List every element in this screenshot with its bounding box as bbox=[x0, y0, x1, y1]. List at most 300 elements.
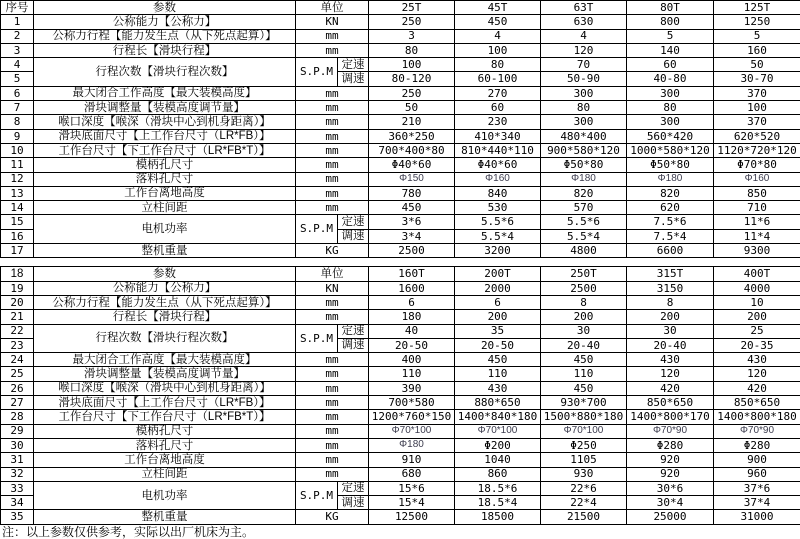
value-cell: Φ70*90 bbox=[714, 424, 800, 438]
value-cell: 1120*720*120 bbox=[714, 143, 800, 157]
value-cell: 20-50 bbox=[455, 338, 541, 352]
header-no-cell: 序号 bbox=[1, 1, 34, 15]
value-cell: 50 bbox=[714, 58, 800, 72]
table-row bbox=[1, 215, 800, 229]
value-cell: 110 bbox=[369, 367, 455, 381]
value-cell: 10 bbox=[714, 295, 800, 309]
value-cell: 250 bbox=[369, 15, 455, 29]
table-row bbox=[1, 324, 800, 338]
value-cell: 8 bbox=[541, 295, 627, 309]
table-row bbox=[1, 310, 800, 324]
header-model-cell: 250T bbox=[541, 267, 627, 281]
value-cell: 1250 bbox=[714, 15, 800, 29]
value-cell: 1000*580*120 bbox=[627, 143, 714, 157]
value-cell: Φ280 bbox=[627, 438, 714, 452]
value-cell: 930*700 bbox=[541, 396, 627, 410]
param-cell: 整机重量 bbox=[34, 510, 296, 524]
param-cell: 喉口深度【喉深（滑块中心到机身距离）】 bbox=[34, 381, 296, 395]
row-number-cell: 23 bbox=[1, 338, 34, 352]
param-cell: 立柱间距 bbox=[34, 201, 296, 215]
value-cell: 7.5*6 bbox=[627, 215, 714, 229]
unit-cell: mm bbox=[296, 367, 369, 381]
value-cell: 40 bbox=[369, 324, 455, 338]
value-cell: 450 bbox=[455, 353, 541, 367]
value-cell: 450 bbox=[541, 381, 627, 395]
footnote: 注：以上参数仅供参考，实际以出厂机床为主。 bbox=[0, 526, 800, 539]
value-cell: Φ50*80 bbox=[627, 158, 714, 172]
unit-cell: mm bbox=[296, 381, 369, 395]
header-model-cell: 45T bbox=[455, 1, 541, 15]
unit-cell: mm bbox=[296, 396, 369, 410]
table-row bbox=[1, 201, 800, 215]
value-cell: 180 bbox=[369, 310, 455, 324]
value-cell: Φ70*80 bbox=[714, 158, 800, 172]
value-cell: 850*650 bbox=[714, 396, 800, 410]
row-number-cell: 6 bbox=[1, 86, 34, 100]
table-row bbox=[1, 438, 800, 452]
unit-cell: mm bbox=[296, 353, 369, 367]
row-number-cell: 34 bbox=[1, 496, 34, 510]
value-cell: 1600 bbox=[369, 281, 455, 295]
table-row bbox=[1, 295, 800, 309]
unit-cell: KG bbox=[296, 244, 369, 258]
value-cell: 2500 bbox=[541, 281, 627, 295]
unit-cell: mm bbox=[296, 186, 369, 200]
value-cell: 6 bbox=[455, 295, 541, 309]
value-cell: 30 bbox=[541, 324, 627, 338]
value-cell: 450 bbox=[455, 15, 541, 29]
value-cell: Φ180 bbox=[627, 172, 714, 186]
spec-table-1 bbox=[0, 0, 800, 258]
value-cell: 25 bbox=[714, 324, 800, 338]
row-number-cell: 27 bbox=[1, 396, 34, 410]
row-number-cell: 11 bbox=[1, 158, 34, 172]
value-cell: 6 bbox=[369, 295, 455, 309]
value-cell: 11*4 bbox=[714, 229, 800, 243]
value-cell: 4 bbox=[541, 29, 627, 43]
value-cell: 810*440*110 bbox=[455, 143, 541, 157]
value-cell: Φ180 bbox=[369, 438, 455, 452]
param-cell: 电机功率 bbox=[34, 215, 296, 244]
value-cell: Φ250 bbox=[541, 438, 627, 452]
value-cell: 450 bbox=[541, 353, 627, 367]
value-cell: 900*580*120 bbox=[541, 143, 627, 157]
value-cell: 40-80 bbox=[627, 72, 714, 86]
value-cell: 230 bbox=[455, 115, 541, 129]
value-cell: 1400*800*180 bbox=[714, 410, 800, 424]
row-number-cell: 35 bbox=[1, 510, 34, 524]
unit-cell: mm bbox=[296, 295, 369, 309]
table-row bbox=[1, 186, 800, 200]
value-cell: 620*520 bbox=[714, 129, 800, 143]
row-number-cell: 3 bbox=[1, 43, 34, 57]
header-model-cell: 25T bbox=[369, 1, 455, 15]
param-cell: 模柄孔尺寸 bbox=[34, 158, 296, 172]
value-cell: Φ280 bbox=[714, 438, 800, 452]
unit-cell: S.P.M bbox=[296, 324, 338, 353]
value-cell: 250 bbox=[369, 86, 455, 100]
value-cell: 8 bbox=[627, 295, 714, 309]
param-cell: 电机功率 bbox=[34, 481, 296, 510]
value-cell: 430 bbox=[627, 353, 714, 367]
param-cell: 行程长【滑块行程】 bbox=[34, 43, 296, 57]
value-cell: 370 bbox=[714, 86, 800, 100]
value-cell: 5 bbox=[714, 29, 800, 43]
value-cell: 3*6 bbox=[369, 215, 455, 229]
table-row bbox=[1, 510, 800, 524]
row-number-cell: 24 bbox=[1, 353, 34, 367]
value-cell: 7.5*4 bbox=[627, 229, 714, 243]
table-row bbox=[1, 453, 800, 467]
row-number-cell: 19 bbox=[1, 281, 34, 295]
row-number-cell: 22 bbox=[1, 324, 34, 338]
row-number-cell: 5 bbox=[1, 72, 34, 86]
value-cell: 570 bbox=[541, 201, 627, 215]
header-model-cell: 200T bbox=[455, 267, 541, 281]
value-cell: 4000 bbox=[714, 281, 800, 295]
unit-cell: KG bbox=[296, 510, 369, 524]
value-cell: 80-120 bbox=[369, 72, 455, 86]
param-cell: 喉口深度【喉深（滑块中心到机身距离）】 bbox=[34, 115, 296, 129]
value-cell: 390 bbox=[369, 381, 455, 395]
value-cell: 530 bbox=[455, 201, 541, 215]
value-cell: 430 bbox=[714, 353, 800, 367]
value-cell: 21500 bbox=[541, 510, 627, 524]
param-cell: 公称能力【公称力】 bbox=[34, 15, 296, 29]
value-cell: 700*400*80 bbox=[369, 143, 455, 157]
value-cell: Φ200 bbox=[455, 438, 541, 452]
value-cell: 1400*840*180 bbox=[455, 410, 541, 424]
value-cell: 20-40 bbox=[541, 338, 627, 352]
table-row bbox=[1, 15, 800, 29]
value-cell: Φ70*90 bbox=[627, 424, 714, 438]
unit-cell: mm bbox=[296, 172, 369, 186]
unit-cell: mm bbox=[296, 438, 369, 452]
param-cell: 最大闭合工作高度【最大装模高度】 bbox=[34, 353, 296, 367]
param-cell: 行程长【滑块行程】 bbox=[34, 310, 296, 324]
row-number-cell: 17 bbox=[1, 244, 34, 258]
value-cell: 30*6 bbox=[627, 481, 714, 495]
row-number-cell: 8 bbox=[1, 115, 34, 129]
table-row bbox=[1, 143, 800, 157]
value-cell: 140 bbox=[627, 43, 714, 57]
value-cell: 680 bbox=[369, 467, 455, 481]
value-cell: 5.5*6 bbox=[455, 215, 541, 229]
value-cell: 920 bbox=[627, 453, 714, 467]
value-cell: 80 bbox=[541, 101, 627, 115]
speed-label-cell: 调速 bbox=[338, 496, 369, 510]
value-cell: 800 bbox=[627, 15, 714, 29]
param-cell: 行程次数【滑块行程次数】 bbox=[34, 324, 296, 353]
value-cell: 11*6 bbox=[714, 215, 800, 229]
value-cell: 1200*760*150 bbox=[369, 410, 455, 424]
row-number-cell: 28 bbox=[1, 410, 34, 424]
value-cell: 60-100 bbox=[455, 72, 541, 86]
param-cell: 滑块调整量【装模高度调节量】 bbox=[34, 367, 296, 381]
row-number-cell: 4 bbox=[1, 58, 34, 72]
value-cell: 20-50 bbox=[369, 338, 455, 352]
param-cell: 工作台离地高度 bbox=[34, 186, 296, 200]
unit-cell: mm bbox=[296, 410, 369, 424]
value-cell: 480*400 bbox=[541, 129, 627, 143]
value-cell: 450 bbox=[369, 201, 455, 215]
value-cell: 37*4 bbox=[714, 496, 800, 510]
table-row bbox=[1, 101, 800, 115]
unit-cell: mm bbox=[296, 86, 369, 100]
param-cell: 公称能力【公称力】 bbox=[34, 281, 296, 295]
table-row bbox=[1, 172, 800, 186]
value-cell: 700*580 bbox=[369, 396, 455, 410]
table-row bbox=[1, 129, 800, 143]
header-param-cell: 参数 bbox=[34, 267, 296, 281]
value-cell: Φ70*100 bbox=[541, 424, 627, 438]
value-cell: 930 bbox=[541, 467, 627, 481]
header-unit-cell: 单位 bbox=[296, 267, 369, 281]
value-cell: 860 bbox=[455, 467, 541, 481]
value-cell: 15*4 bbox=[369, 496, 455, 510]
param-cell: 模柄孔尺寸 bbox=[34, 424, 296, 438]
header-model-cell: 315T bbox=[627, 267, 714, 281]
value-cell: 910 bbox=[369, 453, 455, 467]
unit-cell: mm bbox=[296, 424, 369, 438]
row-number-cell: 12 bbox=[1, 172, 34, 186]
value-cell: Φ40*60 bbox=[455, 158, 541, 172]
value-cell: 35 bbox=[455, 324, 541, 338]
value-cell: 70 bbox=[541, 58, 627, 72]
value-cell: 4 bbox=[455, 29, 541, 43]
speed-label-cell: 定速 bbox=[338, 324, 369, 338]
speed-label-cell: 调速 bbox=[338, 338, 369, 352]
param-cell: 公称力行程【能力发生点（从下死点起算）】 bbox=[34, 295, 296, 309]
value-cell: 820 bbox=[627, 186, 714, 200]
table-row bbox=[1, 281, 800, 295]
value-cell: 120 bbox=[627, 367, 714, 381]
value-cell: 370 bbox=[714, 115, 800, 129]
value-cell: 60 bbox=[627, 58, 714, 72]
unit-cell: mm bbox=[296, 201, 369, 215]
value-cell: 15*6 bbox=[369, 481, 455, 495]
value-cell: 50-90 bbox=[541, 72, 627, 86]
table-row bbox=[1, 353, 800, 367]
speed-label-cell: 定速 bbox=[338, 215, 369, 229]
param-cell: 工作台离地高度 bbox=[34, 453, 296, 467]
value-cell: 820 bbox=[541, 186, 627, 200]
table-row bbox=[1, 115, 800, 129]
value-cell: Φ50*80 bbox=[541, 158, 627, 172]
table-row bbox=[1, 86, 800, 100]
value-cell: 210 bbox=[369, 115, 455, 129]
value-cell: 18.5*4 bbox=[455, 496, 541, 510]
value-cell: 1105 bbox=[541, 453, 627, 467]
table-row bbox=[1, 29, 800, 43]
value-cell: 880*650 bbox=[455, 396, 541, 410]
table-row bbox=[1, 424, 800, 438]
value-cell: 420 bbox=[627, 381, 714, 395]
value-cell: 3*4 bbox=[369, 229, 455, 243]
value-cell: 20-40 bbox=[627, 338, 714, 352]
value-cell: 2000 bbox=[455, 281, 541, 295]
value-cell: 20-35 bbox=[714, 338, 800, 352]
unit-cell: mm bbox=[296, 43, 369, 57]
header-model-cell: 400T bbox=[714, 267, 800, 281]
value-cell: 420 bbox=[714, 381, 800, 395]
unit-cell: S.P.M bbox=[296, 215, 338, 244]
table-row bbox=[1, 43, 800, 57]
value-cell: 960 bbox=[714, 467, 800, 481]
value-cell: 360*250 bbox=[369, 129, 455, 143]
value-cell: Φ70*100 bbox=[455, 424, 541, 438]
value-cell: 110 bbox=[541, 367, 627, 381]
value-cell: 60 bbox=[455, 101, 541, 115]
unit-cell: mm bbox=[296, 467, 369, 481]
value-cell: 30*4 bbox=[627, 496, 714, 510]
row-number-cell: 1 bbox=[1, 15, 34, 29]
value-cell: 920 bbox=[627, 467, 714, 481]
value-cell: 430 bbox=[455, 381, 541, 395]
row-number-cell: 21 bbox=[1, 310, 34, 324]
param-cell: 公称力行程【能力发生点（从下死点起算）】 bbox=[34, 29, 296, 43]
value-cell: 200 bbox=[541, 310, 627, 324]
value-cell: 400 bbox=[369, 353, 455, 367]
value-cell: 22*4 bbox=[541, 496, 627, 510]
param-cell: 立柱间距 bbox=[34, 467, 296, 481]
speed-label-cell: 定速 bbox=[338, 481, 369, 495]
value-cell: 120 bbox=[714, 367, 800, 381]
unit-cell: mm bbox=[296, 29, 369, 43]
value-cell: 30-70 bbox=[714, 72, 800, 86]
value-cell: 300 bbox=[541, 115, 627, 129]
param-cell: 落料孔尺寸 bbox=[34, 438, 296, 452]
value-cell: 900 bbox=[714, 453, 800, 467]
value-cell: 9300 bbox=[714, 244, 800, 258]
row-number-cell: 2 bbox=[1, 29, 34, 43]
value-cell: 160 bbox=[714, 43, 800, 57]
row-number-cell: 15 bbox=[1, 215, 34, 229]
value-cell: 25000 bbox=[627, 510, 714, 524]
value-cell: Φ160 bbox=[455, 172, 541, 186]
value-cell: 37*6 bbox=[714, 481, 800, 495]
value-cell: 3 bbox=[369, 29, 455, 43]
value-cell: 200 bbox=[455, 310, 541, 324]
speed-label-cell: 定速 bbox=[338, 58, 369, 72]
value-cell: 12500 bbox=[369, 510, 455, 524]
unit-cell: mm bbox=[296, 310, 369, 324]
value-cell: 630 bbox=[541, 15, 627, 29]
row-number-cell: 29 bbox=[1, 424, 34, 438]
value-cell: 300 bbox=[627, 86, 714, 100]
value-cell: 80 bbox=[369, 43, 455, 57]
value-cell: 1400*800*170 bbox=[627, 410, 714, 424]
value-cell: 30 bbox=[627, 324, 714, 338]
unit-cell: mm bbox=[296, 158, 369, 172]
value-cell: 850 bbox=[714, 186, 800, 200]
row-number-cell: 32 bbox=[1, 467, 34, 481]
table-row bbox=[1, 467, 800, 481]
value-cell: 3200 bbox=[455, 244, 541, 258]
value-cell: 1040 bbox=[455, 453, 541, 467]
row-number-cell: 9 bbox=[1, 129, 34, 143]
header-param-cell: 参数 bbox=[34, 1, 296, 15]
value-cell: 100 bbox=[369, 58, 455, 72]
table-row bbox=[1, 481, 800, 495]
param-cell: 工作台尺寸【下工作台尺寸（LR*FB*T）】 bbox=[34, 410, 296, 424]
value-cell: 620 bbox=[627, 201, 714, 215]
unit-cell: KN bbox=[296, 15, 369, 29]
row-number-cell: 26 bbox=[1, 381, 34, 395]
value-cell: 5 bbox=[627, 29, 714, 43]
value-cell: 300 bbox=[541, 86, 627, 100]
value-cell: 4800 bbox=[541, 244, 627, 258]
param-cell: 滑块底面尺寸【上工作台尺寸（LR*FB）】 bbox=[34, 129, 296, 143]
param-cell: 整机重量 bbox=[34, 244, 296, 258]
speed-label-cell: 调速 bbox=[338, 72, 369, 86]
value-cell: 80 bbox=[455, 58, 541, 72]
param-cell: 行程次数【滑块行程次数】 bbox=[34, 58, 296, 87]
value-cell: 560*420 bbox=[627, 129, 714, 143]
value-cell: 5.5*4 bbox=[541, 229, 627, 243]
row-number-cell: 31 bbox=[1, 453, 34, 467]
value-cell: Φ180 bbox=[541, 172, 627, 186]
value-cell: Φ70*100 bbox=[369, 424, 455, 438]
table-row bbox=[1, 158, 800, 172]
value-cell: 1500*880*180 bbox=[541, 410, 627, 424]
row-number-cell: 7 bbox=[1, 101, 34, 115]
value-cell: 300 bbox=[627, 115, 714, 129]
unit-cell: S.P.M bbox=[296, 58, 338, 87]
value-cell: 2500 bbox=[369, 244, 455, 258]
value-cell: 410*340 bbox=[455, 129, 541, 143]
row-number-cell: 16 bbox=[1, 229, 34, 243]
value-cell: 31000 bbox=[714, 510, 800, 524]
unit-cell: mm bbox=[296, 129, 369, 143]
header-model-cell: 160T bbox=[369, 267, 455, 281]
value-cell: Φ40*60 bbox=[369, 158, 455, 172]
value-cell: 120 bbox=[541, 43, 627, 57]
row-number-cell: 20 bbox=[1, 295, 34, 309]
value-cell: 80 bbox=[627, 101, 714, 115]
header-unit-cell: 单位 bbox=[296, 1, 369, 15]
unit-cell: mm bbox=[296, 115, 369, 129]
param-cell: 工作台尺寸【下工作台尺寸（LR*FB*T）】 bbox=[34, 143, 296, 157]
row-number-cell: 25 bbox=[1, 367, 34, 381]
value-cell: 5.5*6 bbox=[541, 215, 627, 229]
value-cell: 110 bbox=[455, 367, 541, 381]
header-model-cell: 80T bbox=[627, 1, 714, 15]
table-row bbox=[1, 367, 800, 381]
unit-cell: S.P.M bbox=[296, 481, 338, 510]
row-number-cell: 14 bbox=[1, 201, 34, 215]
param-cell: 滑块调整量【装模高度调节量】 bbox=[34, 101, 296, 115]
table-row bbox=[1, 410, 800, 424]
value-cell: 6600 bbox=[627, 244, 714, 258]
param-cell: 最大闭合工作高度【最大装模高度】 bbox=[34, 86, 296, 100]
header-row bbox=[1, 1, 800, 15]
table-row bbox=[1, 381, 800, 395]
unit-cell: mm bbox=[296, 101, 369, 115]
header-no-cell: 18 bbox=[1, 267, 34, 281]
table-row bbox=[1, 58, 800, 72]
unit-cell: KN bbox=[296, 281, 369, 295]
table-row bbox=[1, 244, 800, 258]
param-cell: 滑块底面尺寸【上工作台尺寸（LR*FB）】 bbox=[34, 396, 296, 410]
value-cell: 100 bbox=[455, 43, 541, 57]
value-cell: 5.5*4 bbox=[455, 229, 541, 243]
value-cell: 840 bbox=[455, 186, 541, 200]
value-cell: 22*6 bbox=[541, 481, 627, 495]
value-cell: 50 bbox=[369, 101, 455, 115]
value-cell: 100 bbox=[714, 101, 800, 115]
value-cell: 18.5*6 bbox=[455, 481, 541, 495]
